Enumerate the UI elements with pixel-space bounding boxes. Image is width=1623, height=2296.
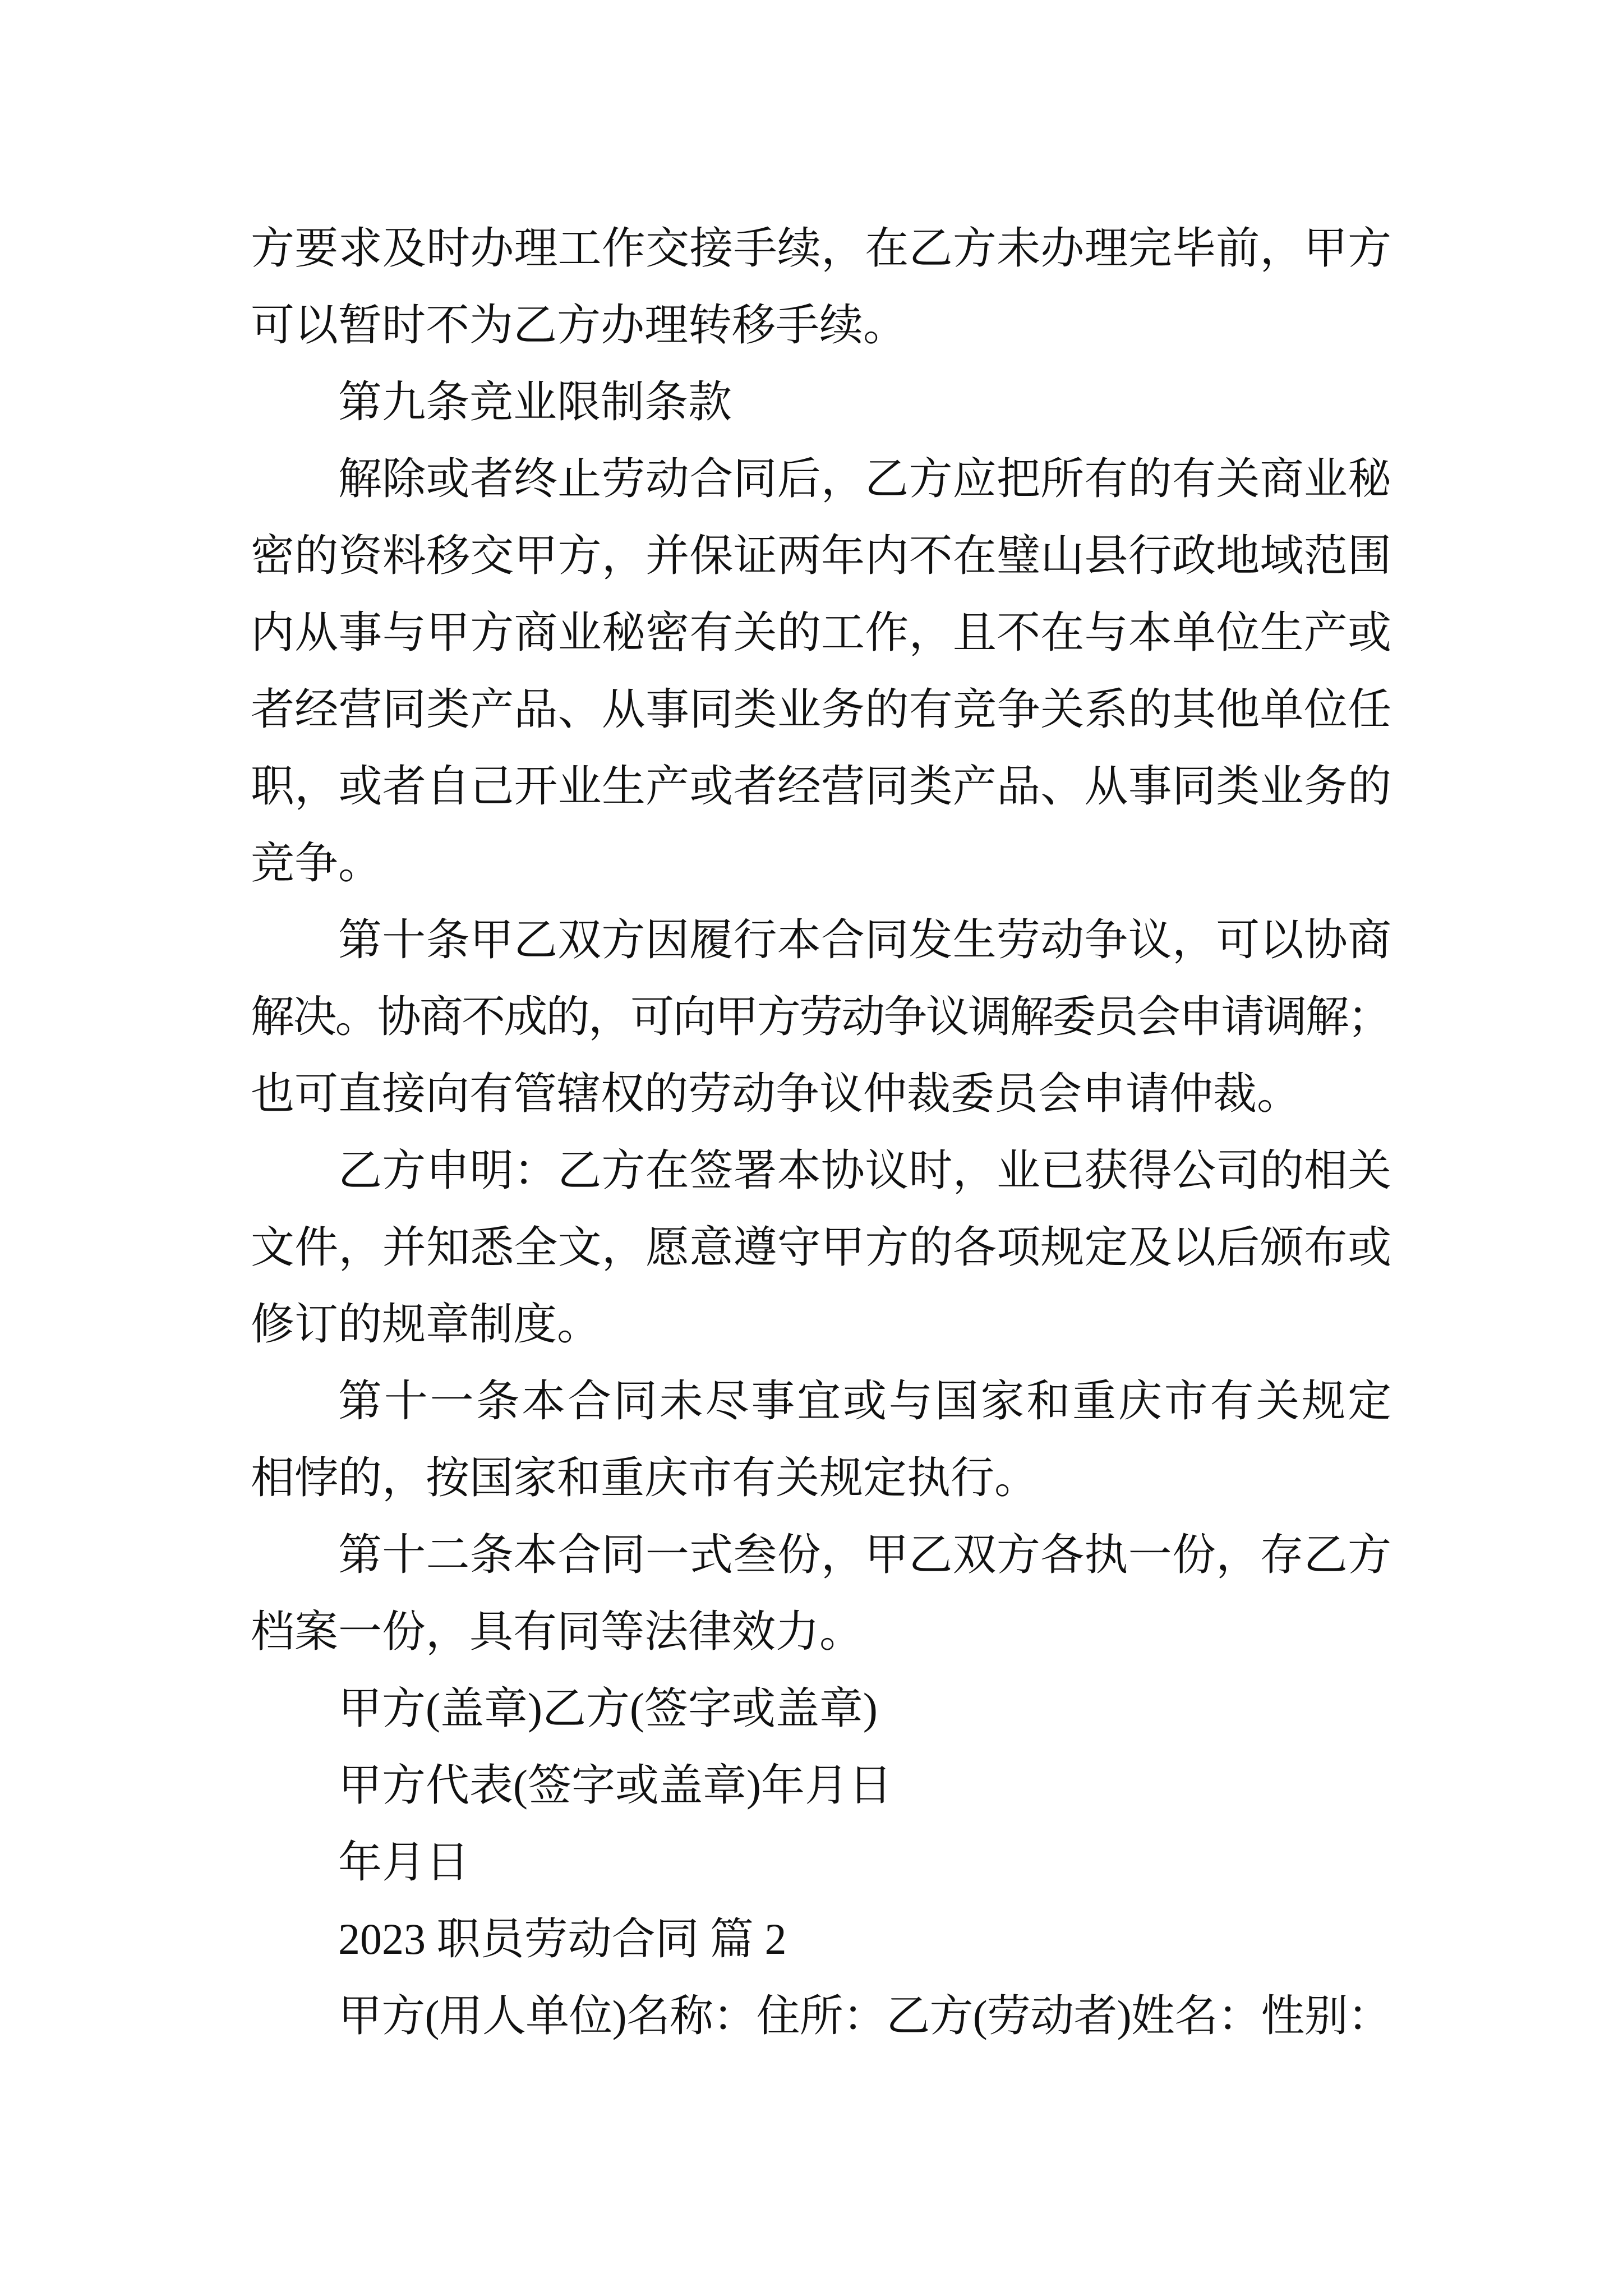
text-line: 2023 职员劳动合同 篇 2 xyxy=(338,1915,787,1963)
text-line: 方要求及时办理工作交接手续，在乙方未办理完毕前，甲方 xyxy=(251,224,1389,273)
text-line: 第十一条本合同未尽事宜或与国家和重庆市有关规定 xyxy=(338,1377,1389,1425)
paragraph-non-compete xyxy=(251,440,1389,901)
signature-line-representative xyxy=(251,1747,1389,1824)
body-text xyxy=(251,210,1389,2054)
text-line: 者经营同类产品、从事同类业务的有竞争关系的其他单位任 xyxy=(251,685,1389,734)
text-line: 解决。协商不成的，可向甲方劳动争议调解委员会申请调解； xyxy=(251,992,1389,1041)
paragraph-continued xyxy=(251,210,1389,364)
party-info-line xyxy=(251,1977,1389,2054)
text-line: 甲方(用人单位)名称：住所：乙方(劳动者)姓名：性别： xyxy=(338,1991,1389,2040)
text-line: 第九条竞业限制条款 xyxy=(338,378,732,426)
text-line: 职，或者自己开业生产或者经营同类产品、从事同类业务的 xyxy=(251,762,1389,811)
signature-date xyxy=(251,1824,1389,1901)
text-line: 修订的规章制度。 xyxy=(251,1300,601,1349)
text-line: 可以暂时不为乙方办理转移手续。 xyxy=(251,301,907,349)
text-line: 相悖的，按国家和重庆市有关规定执行。 xyxy=(251,1453,1039,1502)
paragraph-clause-12 xyxy=(251,1516,1389,1670)
text-line: 也可直接向有管辖权的劳动争议仲裁委员会申请仲裁。 xyxy=(251,1069,1301,1118)
paragraph-party-b-declaration xyxy=(251,1132,1389,1363)
paragraph-clause-11 xyxy=(251,1363,1389,1516)
text-line: 档案一份，具有同等法律效力。 xyxy=(251,1607,864,1656)
text-line: 乙方申明：乙方在签署本协议时，业已获得公司的相关 xyxy=(338,1146,1389,1195)
text-line: 甲方(盖章)乙方(签字或盖章) xyxy=(338,1684,878,1733)
paragraph-clause-10 xyxy=(251,901,1389,1132)
section-heading xyxy=(251,1901,1389,1977)
clause-heading xyxy=(251,364,1389,440)
signature-line-parties xyxy=(251,1670,1389,1747)
text-line: 文件，并知悉全文，愿意遵守甲方的各项规定及以后颁布或 xyxy=(251,1223,1389,1272)
text-line: 内从事与甲方商业秘密有关的工作，且不在与本单位生产或 xyxy=(251,608,1389,657)
text-line: 年月日 xyxy=(338,1838,470,1887)
text-line: 第十二条本合同一式叁份，甲乙双方各执一份，存乙方 xyxy=(338,1530,1389,1579)
text-line: 竞争。 xyxy=(251,839,382,887)
text-line: 密的资料移交甲方，并保证两年内不在璧山县行政地域范围 xyxy=(251,531,1389,580)
text-line: 甲方代表(签字或盖章)年月日 xyxy=(338,1761,892,1810)
text-line: 第十条甲乙双方因履行本合同发生劳动争议，可以协商 xyxy=(338,915,1389,964)
text-line: 解除或者终止劳动合同后，乙方应把所有的有关商业秘 xyxy=(338,454,1389,503)
